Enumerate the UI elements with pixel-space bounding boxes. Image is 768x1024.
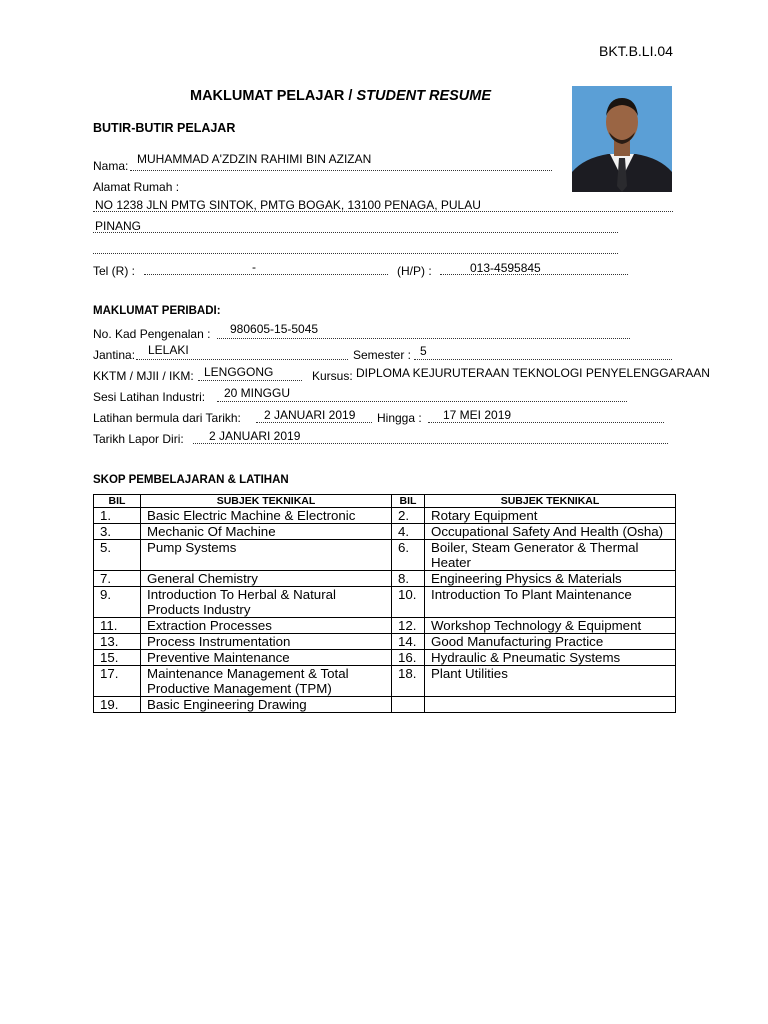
jantina-value: LELAKI (148, 343, 189, 357)
kursus-label: Kursus: (312, 369, 353, 383)
table-row (94, 571, 676, 587)
ic-value: 980605-15-5045 (230, 322, 319, 336)
alamat-dotted-line-3 (93, 253, 618, 254)
sesi-value: 20 MINGGU (224, 386, 291, 400)
page-title (190, 88, 491, 104)
hingga-label: Hingga : (377, 411, 422, 425)
tel-dotted-line (144, 274, 388, 275)
table-row (94, 650, 676, 666)
tel-value: - (252, 260, 256, 274)
alamat-value-line1: NO 1238 JLN PMTG SINTOK, PMTG BOGAK, 13100 PENAGA, PULAU (95, 198, 481, 212)
ic-label: No. Kad Pengenalan : (93, 327, 211, 341)
subject-cell: Extraction Processes (141, 618, 392, 634)
table-row (94, 508, 676, 524)
alamat-value-line2: PINANG (95, 219, 142, 233)
bil-cell (392, 697, 425, 713)
alamat-label: Alamat Rumah : (93, 180, 180, 194)
alamat-dotted-line-2 (93, 232, 618, 233)
sesi-dotted-line (217, 401, 627, 402)
subject-cell: Good Manufacturing Practice (425, 634, 676, 650)
name-dotted-line (130, 170, 552, 171)
bil-cell: 15. (94, 650, 141, 666)
subject-cell: Preventive Maintenance (141, 650, 392, 666)
table-row (94, 587, 676, 618)
subject-cell: Engineering Physics & Materials (425, 571, 676, 587)
name-label: Nama: (93, 159, 129, 173)
subject-cell: Basic Engineering Drawing (141, 697, 392, 713)
bil-cell: 3. (94, 524, 141, 540)
subject-cell: Mechanic Of Machine (141, 524, 392, 540)
table-row (94, 618, 676, 634)
subject-cell: Workshop Technology & Equipment (425, 618, 676, 634)
name-value: MUHAMMAD A'ZDZIN RAHIMI BIN AZIZAN (137, 152, 372, 166)
col-header-subjek: SUBJEK TEKNIKAL (141, 495, 392, 508)
subject-cell: Boiler, Steam Generator & Thermal Heater (425, 540, 676, 571)
subject-cell: Rotary Equipment (425, 508, 676, 524)
subject-cell: Pump Systems (141, 540, 392, 571)
bil-cell: 12. (392, 618, 425, 634)
table-row (94, 697, 676, 713)
bermula-label: Latihan bermula dari Tarikh: (93, 411, 241, 425)
bil-cell: 2. (392, 508, 425, 524)
section-heading-peribadi: MAKLUMAT PERIBADI: (93, 305, 221, 317)
sesi-label: Sesi Latihan Industri: (93, 390, 206, 404)
subject-cell: Process Instrumentation (141, 634, 392, 650)
bil-cell: 14. (392, 634, 425, 650)
lapor-value: 2 JANUARI 2019 (209, 429, 301, 443)
subject-cell: Plant Utilities (425, 666, 676, 697)
bil-cell: 17. (94, 666, 141, 697)
kktm-dotted-line (198, 380, 302, 381)
document-code: BKT.B.LI.04 (599, 43, 673, 59)
subject-cell: Occupational Safety And Health (Osha) (425, 524, 676, 540)
tel-label: Tel (R) : (93, 264, 135, 278)
table-header-row (94, 495, 676, 508)
bil-cell: 7. (94, 571, 141, 587)
subject-cell: Introduction To Herbal & Natural Products Industry (141, 587, 392, 618)
subject-cell: Maintenance Management & Total Productive Management (TPM) (141, 666, 392, 697)
bil-cell: 16. (392, 650, 425, 666)
bil-cell: 9. (94, 587, 141, 618)
semester-value: 5 (420, 344, 427, 358)
jantina-dotted-line (136, 359, 348, 360)
col-header-bil: BIL (392, 495, 425, 508)
section-heading-skop: SKOP PEMBELAJARAN & LATIHAN (93, 474, 289, 486)
col-header-bil: BIL (94, 495, 141, 508)
subject-cell (425, 697, 676, 713)
lapor-dotted-line (193, 443, 668, 444)
bil-cell: 4. (392, 524, 425, 540)
bil-cell: 1. (94, 508, 141, 524)
student-photo (572, 86, 672, 192)
bil-cell: 6. (392, 540, 425, 571)
bil-cell: 8. (392, 571, 425, 587)
subjects-table (93, 494, 676, 713)
hingga-dotted-line (428, 422, 664, 423)
title-italic: STUDENT RESUME (356, 88, 492, 104)
table-row (94, 666, 676, 697)
bermula-value: 2 JANUARI 2019 (264, 408, 356, 422)
title-main: MAKLUMAT PELAJAR / (190, 88, 357, 104)
bil-cell: 13. (94, 634, 141, 650)
table-row (94, 524, 676, 540)
bil-cell: 5. (94, 540, 141, 571)
subject-cell: General Chemistry (141, 571, 392, 587)
jantina-label: Jantina: (93, 348, 136, 362)
lapor-label: Tarikh Lapor Diri: (93, 432, 184, 446)
semester-label: Semester : (353, 348, 412, 362)
section-heading-butir: BUTIR-BUTIR PELAJAR (93, 121, 236, 135)
table-row (94, 634, 676, 650)
subject-cell: Hydraulic & Pneumatic Systems (425, 650, 676, 666)
kktm-value: LENGGONG (204, 365, 274, 379)
hp-value: 013-4595845 (470, 261, 541, 275)
semester-dotted-line (414, 359, 672, 360)
hp-label: (H/P) : (397, 264, 432, 278)
kktm-label: KKTM / MJII / IKM: (93, 369, 194, 383)
table-row (94, 540, 676, 571)
ic-dotted-line (217, 338, 630, 339)
bil-cell: 11. (94, 618, 141, 634)
bil-cell: 19. (94, 697, 141, 713)
bil-cell: 10. (392, 587, 425, 618)
bil-cell: 18. (392, 666, 425, 697)
subject-cell: Introduction To Plant Maintenance (425, 587, 676, 618)
bermula-dotted-line (256, 422, 372, 423)
hingga-value: 17 MEI 2019 (443, 408, 512, 422)
kursus-value: DIPLOMA KEJURUTERAAN TEKNOLOGI PENYELENGGARAAN (356, 366, 710, 380)
col-header-subjek: SUBJEK TEKNIKAL (425, 495, 676, 508)
subject-cell: Basic Electric Machine & Electronic (141, 508, 392, 524)
